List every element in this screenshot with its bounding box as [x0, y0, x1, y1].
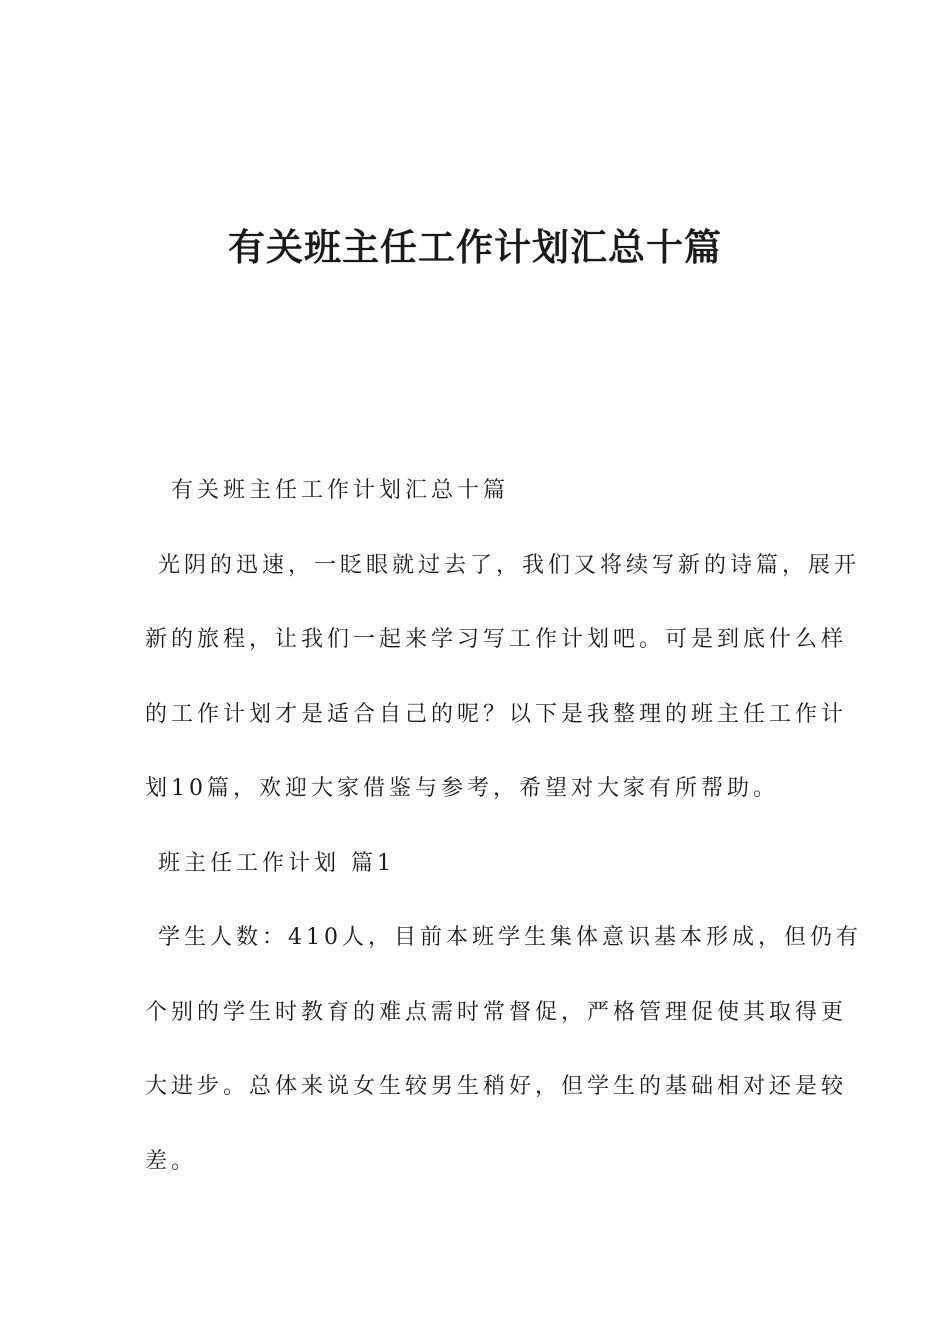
- intro-line: 光阴的迅速，一眨眼就过去了，我们又将续写新的诗篇，展开: [158, 552, 861, 578]
- section-line: 个别的学生时教育的难点需时常督促，严格管理促使其取得更: [145, 999, 848, 1025]
- document-subtitle: 有关班主任工作计划汇总十篇: [171, 478, 510, 503]
- section-line: 差。: [145, 1148, 198, 1174]
- intro-line: 的工作计划才是适合自己的呢？以下是我整理的班主任工作计: [145, 701, 848, 727]
- section-line: 大进步。总体来说女生较男生稍好，但学生的基础相对还是较: [145, 1074, 848, 1099]
- document-title: 有关班主任工作计划汇总十篇: [228, 226, 722, 269]
- section-heading: 班主任工作计划 篇1: [158, 850, 395, 876]
- section-line: 学生人数：410人，目前本班学生集体意识基本形成，但仍有: [158, 925, 862, 950]
- document-body: [145, 454, 862, 1199]
- intro-line: 划10篇，欢迎大家借鉴与参考，希望对大家有所帮助。: [145, 776, 779, 801]
- intro-line: 新的旅程，让我们一起来学习写工作计划吧。可是到底什么样: [145, 627, 848, 652]
